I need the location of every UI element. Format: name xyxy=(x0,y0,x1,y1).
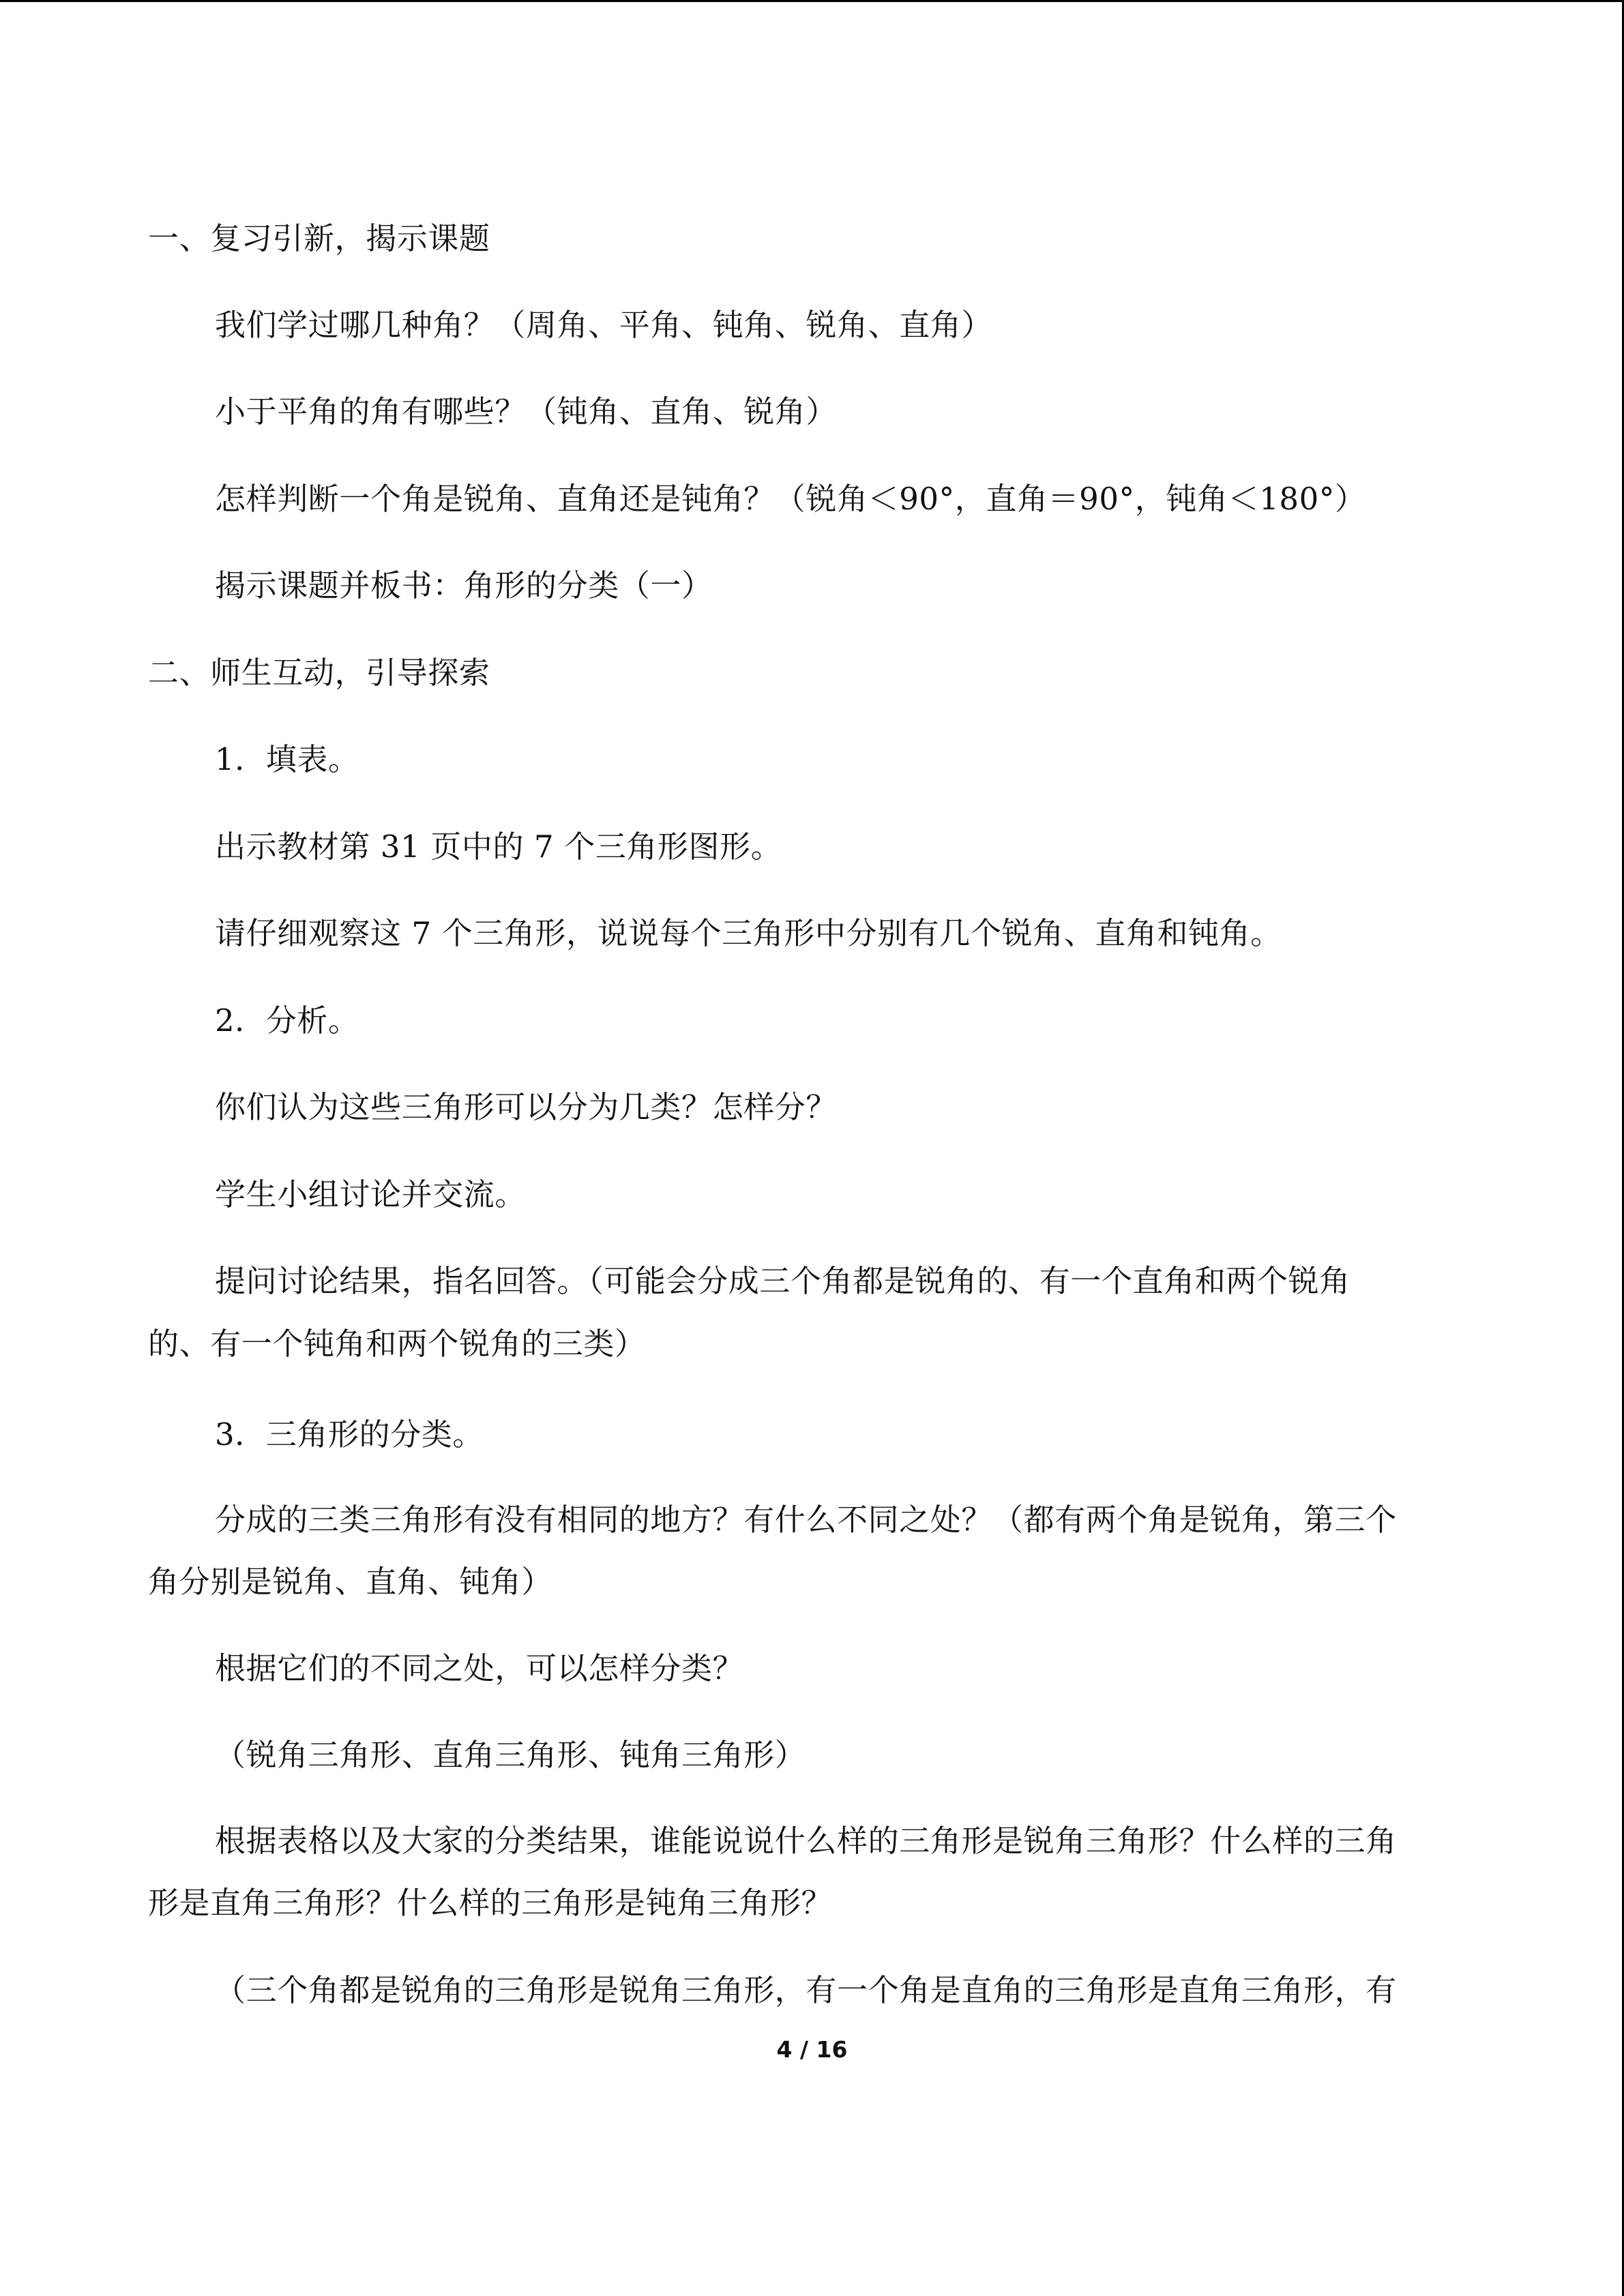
reveal-topic: 揭示课题并板书：角形的分类（一） xyxy=(215,567,713,603)
step3-types: （锐角三角形、直角三角形、钝角三角形） xyxy=(215,1737,806,1773)
step2-answer-line1: 提问讨论结果，指名回答。（可能会分成三个角都是锐角的、有一个直角和两个锐角 xyxy=(215,1263,1350,1299)
step3-question-line2: 角分别是锐角、直角、钝角） xyxy=(148,1564,552,1600)
section2-heading: 二、师生互动，引导探索 xyxy=(148,655,490,691)
step1-title: 1．填表。 xyxy=(215,741,359,777)
page-number: 4 / 16 xyxy=(776,2036,848,2063)
step3-definition-question-line2: 形是直角三角形？什么样的三角形是钝角三角形？ xyxy=(148,1885,833,1921)
step2-title: 2．分析。 xyxy=(215,1002,359,1039)
question-angle-types: 我们学过哪几种角？（周角、平角、钝角、锐角、直角） xyxy=(215,307,993,343)
step3-definition-answer-line1: （三个角都是锐角的三角形是锐角三角形，有一个角是直角的三角形是直角三角形，有 xyxy=(215,1972,1397,2008)
step1-show: 出示教材第 31 页中的 7 个三角形图形。 xyxy=(215,829,782,865)
step2-group: 学生小组讨论并交流。 xyxy=(215,1176,527,1212)
step3-how: 根据它们的不同之处，可以怎样分类？ xyxy=(215,1650,744,1686)
step3-definition-question-line1: 根据表格以及大家的分类结果，谁能说说什么样的三角形是锐角三角形？什么样的三角 xyxy=(215,1823,1397,1859)
step2-answer-line2: 的、有一个钝角和两个锐角的三类） xyxy=(148,1326,646,1362)
step3-question-line1: 分成的三类三角形有没有相同的地方？有什么不同之处？（都有两个角是锐角，第三个 xyxy=(215,1502,1397,1538)
step1-observe: 请仔细观察这 7 个三角形，说说每个三角形中分别有几个锐角、直角和钝角。 xyxy=(215,915,1282,951)
step3-title: 3．三角形的分类。 xyxy=(215,1416,484,1452)
question-judge-angle: 怎样判断一个角是锐角、直角还是钝角？（锐角＜90°，直角＝90°，钝角＜180°） xyxy=(215,481,1366,517)
question-less-than-straight: 小于平角的角有哪些？（钝角、直角、锐角） xyxy=(215,393,838,430)
step2-question: 你们认为这些三角形可以分为几类？怎样分？ xyxy=(215,1089,838,1125)
section1-heading: 一、复习引新，揭示课题 xyxy=(148,220,490,256)
